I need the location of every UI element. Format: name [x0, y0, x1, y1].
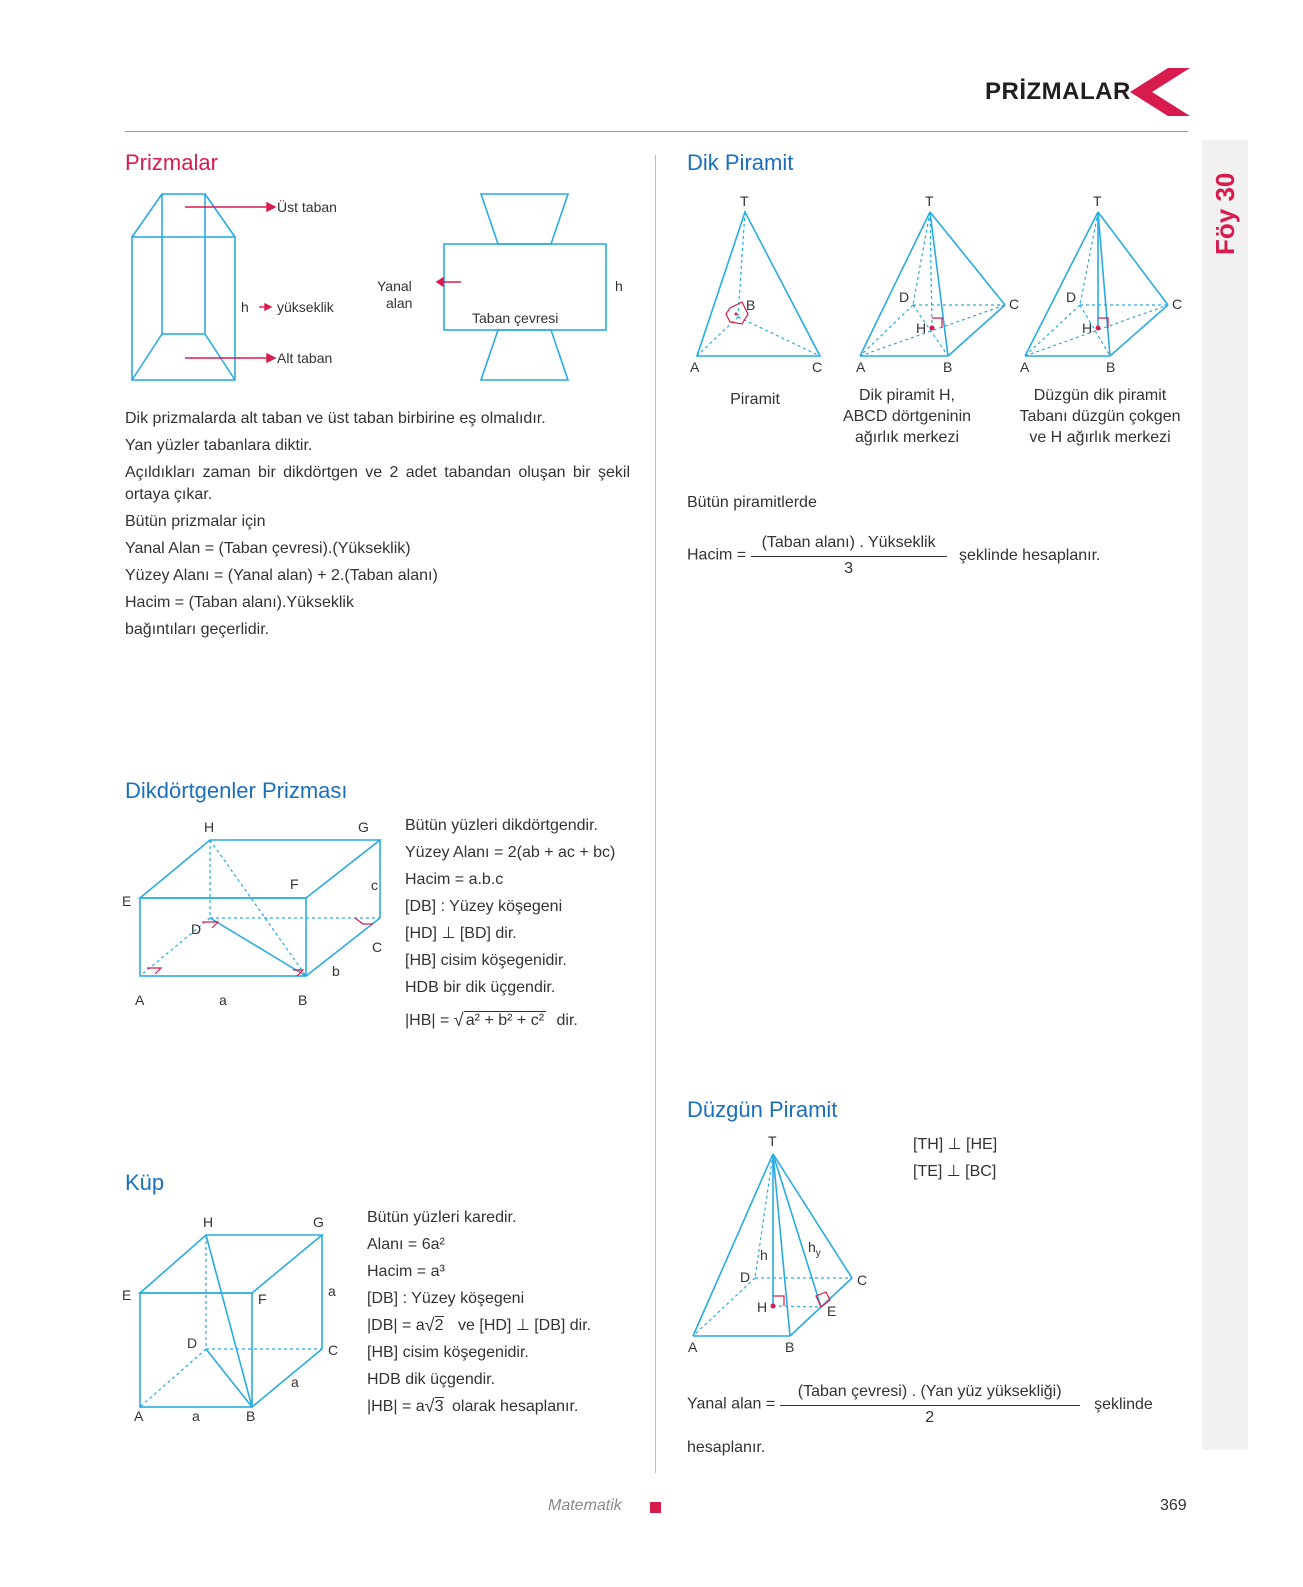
label-h: h [760, 1247, 768, 1263]
label-yanal: Yanal [377, 278, 412, 294]
chevron-left-icon [1128, 68, 1190, 116]
fig1-vertex-b: B [746, 297, 756, 313]
regular-pyramid-figure [680, 1130, 890, 1355]
text-line: Bütün prizmalar için [125, 513, 266, 530]
yanal-alan-fraction: $\frac{\text{(Taban çevresi) . (Yan yüz yüksekliği)}}{2}$ [780, 1381, 1080, 1428]
label-yukseklik: yükseklik [277, 299, 334, 315]
edge-b: b [332, 963, 340, 979]
section-title-dikdortgenler: Dikdörtgenler Prizması [125, 778, 348, 803]
edge-a: a [219, 992, 227, 1008]
piramit-intro: Bütün piramitlerde [687, 494, 817, 511]
vertex-b: B [246, 1408, 256, 1424]
vertex-b: B [298, 992, 308, 1008]
fig2-vertex-d: D [899, 289, 910, 305]
condition-line: [TE] ⊥ [BC] [913, 1163, 997, 1180]
label-ust-taban: Üst taban [277, 199, 337, 215]
prism-figure [125, 188, 655, 393]
fig3-vertex-t: T [1093, 193, 1102, 209]
fig2-vertex-t: T [925, 193, 934, 209]
text-line: Dik prizmalarda alt taban ve üst taban birbirine eş olmalıdır. [125, 410, 546, 427]
text-line: [HB] cisim köşegenidir. [405, 952, 567, 969]
fig2-vertex-b: B [943, 359, 953, 375]
vertex-t: T [768, 1133, 777, 1149]
condition-line: [TH] ⊥ [HE] [913, 1136, 998, 1153]
fig3-vertex-h: H [1082, 320, 1093, 336]
fig2-vertex-a: A [856, 359, 866, 375]
fig3-vertex-c: C [1172, 296, 1183, 312]
text-line: Bütün yüzleri karedir. [367, 1209, 517, 1226]
footer-subject: Matematik [548, 1497, 622, 1514]
chapter-title: PRİZMALAR [985, 78, 1131, 105]
vertex-f: F [258, 1291, 267, 1307]
text-line: Alanı = 6a² [367, 1236, 445, 1253]
text-line: [HB] cisim köşegenidir. [367, 1344, 529, 1361]
vertex-d: D [191, 921, 202, 937]
vertex-a: A [135, 992, 145, 1008]
vertex-e: E [827, 1303, 837, 1319]
hacim-fraction: $\frac{\text{(Taban alanı) . Yükseklik}}{3}$ [751, 532, 947, 579]
fig2-vertex-h: H [916, 320, 927, 336]
section-title-prizmalar: Prizmalar [125, 150, 218, 175]
fig3-vertex-a: A [1020, 359, 1030, 375]
label-alt-taban: Alt taban [277, 350, 333, 366]
text-line: Yüzey Alanı = (Yanal alan) + 2.(Taban alanı) [125, 567, 438, 584]
label-h: h [241, 299, 249, 315]
text-line: bağıntıları geçerlidir. [125, 621, 270, 638]
fig1-vertex-c: C [812, 359, 823, 375]
fig2-vertex-c: C [1009, 296, 1020, 312]
edge-a-depth: a [291, 1374, 299, 1390]
vertex-h: H [757, 1299, 768, 1315]
vertex-f: F [290, 876, 299, 892]
text-line: Hacim = a³ [367, 1263, 445, 1280]
side-tab-text: Föy 30 [1210, 172, 1240, 255]
header-divider [125, 131, 1188, 132]
caption-piramit: Piramit [730, 391, 780, 408]
fig1-vertex-t: T [740, 193, 749, 209]
side-tab-label [1202, 150, 1248, 260]
footer-square-icon [650, 1502, 661, 1513]
text-line: HDB dik üçgendir. [367, 1371, 496, 1388]
label-alan: alan [386, 295, 413, 311]
fig3-vertex-b: B [1106, 359, 1116, 375]
vertex-h: H [203, 1214, 214, 1230]
edge-a-vertical: a [328, 1283, 336, 1299]
section-title-kup: Küp [125, 1170, 165, 1195]
hb-formula: |HB| = a √ 3 olarak hesaplanır. [367, 1396, 579, 1416]
caption-dik-piramit: Dik piramit H, ABCD dörtgeninin ağırlık merkezi [842, 387, 972, 446]
cuboid-figure [122, 818, 395, 1018]
vertex-c: C [328, 1342, 339, 1358]
vertex-a: A [688, 1339, 698, 1355]
label-hy: $h_y$ [808, 1239, 821, 1259]
vertex-g: G [358, 819, 369, 835]
text-line: [HD] ⊥ [BD] dir. [405, 925, 517, 942]
caption-duzgun-dik-piramit: Düzgün dik piramit Tabanı düzgün çokgen ve H ağırlık merkezi [1019, 387, 1181, 446]
section-title-dik-piramit: Dik Piramit [687, 150, 794, 175]
text-line: Yüzey Alanı = 2(ab + ac + bc) [405, 844, 616, 861]
edge-c: c [371, 877, 378, 893]
vertex-c: C [372, 939, 383, 955]
vertex-h: H [204, 819, 215, 835]
vertex-e: E [122, 1287, 132, 1303]
prizmalar-text [125, 405, 630, 643]
hb-formula: |HB| = √ a² + b² + c² dir. [405, 1010, 578, 1030]
page-number: 369 [1160, 1497, 1187, 1514]
label-taban-cevresi: Taban çevresi [472, 310, 559, 326]
vertex-b: B [785, 1339, 795, 1355]
text-line: HDB bir dik üçgendir. [405, 979, 556, 996]
side-tab-strip [1202, 140, 1248, 1450]
text-line: [DB] : Yüzey köşegeni [405, 898, 563, 915]
text-line: Hacim = a.b.c [405, 871, 504, 888]
text-line: Yan yüzler tabanlara diktir. [125, 437, 313, 454]
text-line: Açıldıkları zaman bir dikdörtgen ve 2 adet tabandan oluşan bir şekil ortaya çıkar. [125, 464, 630, 503]
label-h-net: h [615, 278, 623, 294]
fig3-vertex-d: D [1066, 289, 1077, 305]
piramit-hacim-formula: Hacim = $\frac{\text{(Taban alanı) . Yükseklik}}{3}$ şeklinde hesaplanır. [687, 534, 1101, 577]
sqrt-radicand: √ a² + b² + c² [453, 1010, 545, 1030]
text-line: Yanal Alan = (Taban çevresi).(Yükseklik) [125, 540, 411, 557]
vertex-c: C [857, 1272, 868, 1288]
kup-text [367, 1204, 657, 1420]
pyramids-figure [680, 192, 1200, 382]
text-line: Bütün yüzleri dikdörtgendir. [405, 817, 598, 834]
fig1-vertex-a: A [690, 359, 700, 375]
yanal-alan-formula: Yanal alan = $\frac{\text{(Taban çevresi) . (Yan yüz yüksekliği)}}{2}$ şeklinde [687, 1383, 1153, 1426]
vertex-e: E [122, 893, 132, 909]
text-line: [DB] : Yüzey köşegeni [367, 1290, 525, 1307]
dikdortgenler-text [405, 812, 645, 1034]
vertex-d: D [187, 1335, 198, 1351]
vertex-d: D [740, 1269, 751, 1285]
duzgun-piramit-conditions [913, 1131, 997, 1185]
vertex-a: A [134, 1408, 144, 1424]
yanal-alan-tail: hesaplanır. [687, 1439, 766, 1456]
vertex-g: G [313, 1214, 324, 1230]
cube-figure [122, 1205, 355, 1424]
text-line: Hacim = (Taban alanı).Yükseklik [125, 594, 354, 611]
section-title-duzgun-piramit: Düzgün Piramit [687, 1097, 838, 1122]
edge-a-bottom: a [192, 1408, 200, 1424]
db-formula: |DB| = a √ 2 ve [HD] ⊥ [DB] dir. [367, 1315, 592, 1335]
